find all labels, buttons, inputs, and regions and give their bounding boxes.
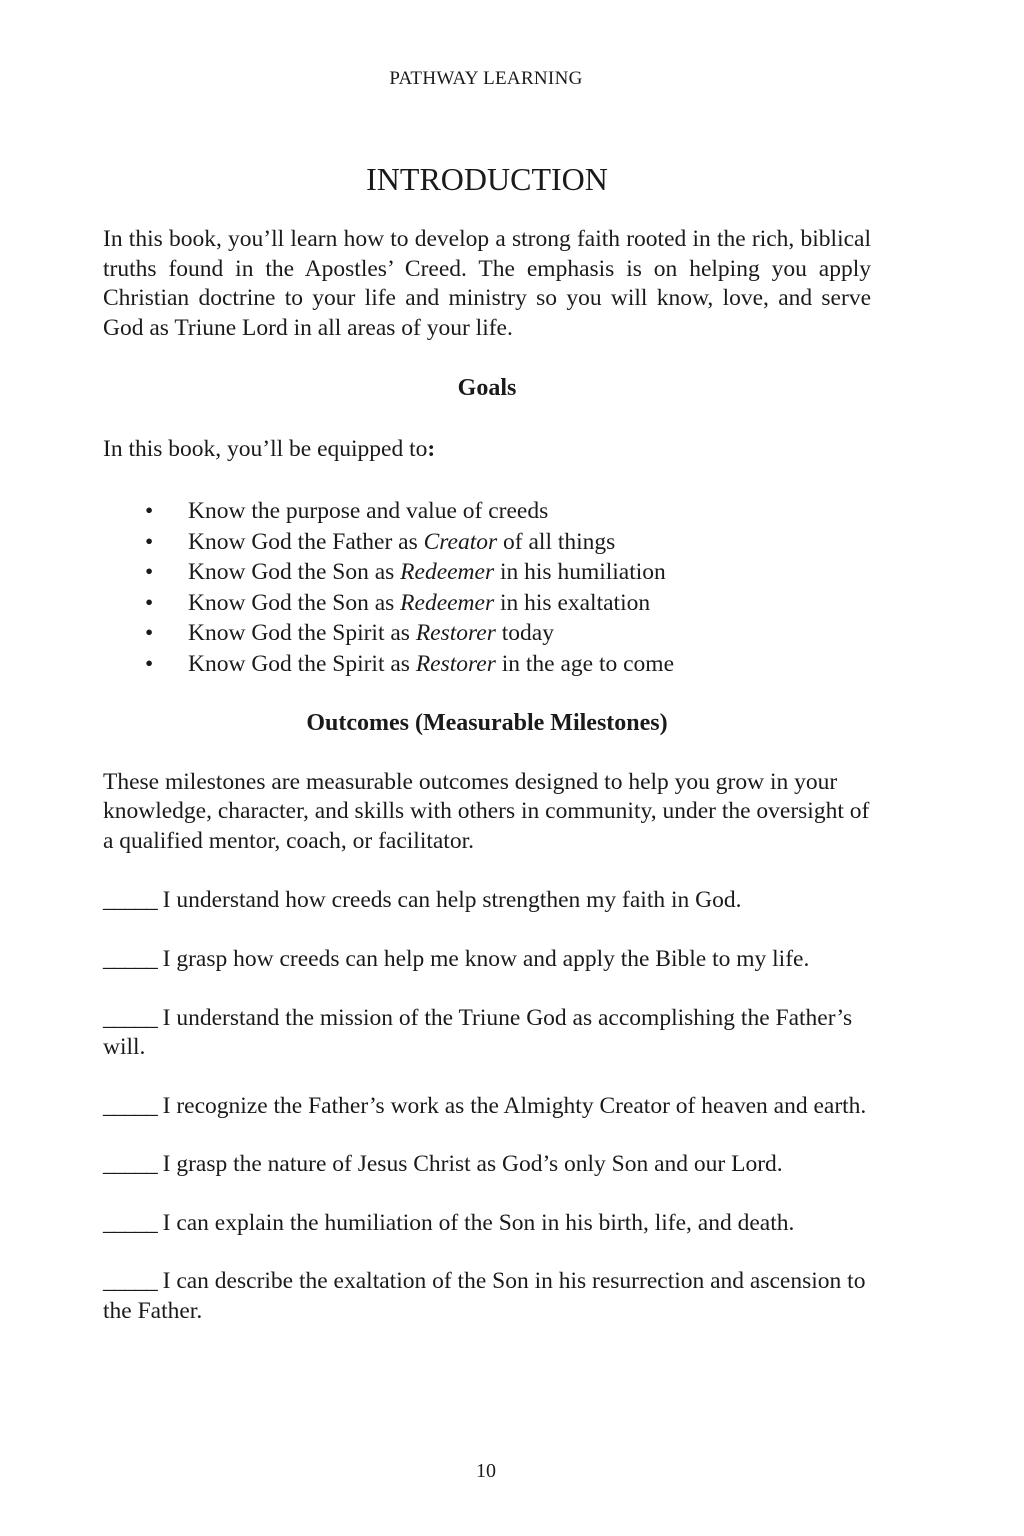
goal-text-after: in his humiliation	[494, 559, 666, 586]
goal-text: Know God the Spirit as	[188, 650, 416, 677]
goal-emphasis: Restorer	[415, 650, 496, 677]
running-head: PATHWAY LEARNING	[389, 68, 583, 89]
milestone-text: I recognize the Father’s work as the Almighty Creator of heaven and earth.	[162, 1092, 867, 1119]
milestone-blank: _____	[103, 1004, 157, 1031]
goals-lead	[103, 435, 871, 465]
milestone-item	[103, 1267, 871, 1326]
milestone-text: I grasp how creeds can help me know and apply the Bible to my life.	[162, 945, 810, 972]
goal-text: Know the purpose and value of creeds	[188, 497, 549, 524]
goal-item	[103, 557, 871, 588]
goal-emphasis: Creator	[423, 528, 498, 555]
milestone-item	[103, 1150, 871, 1180]
goal-text: Know God the Son as	[188, 589, 401, 616]
goal-emphasis: Restorer	[415, 620, 496, 647]
goal-text: Know God the Spirit as	[188, 620, 416, 647]
goal-text-after: today	[495, 620, 554, 647]
milestone-item	[103, 1004, 871, 1063]
bullet-icon: •	[145, 650, 154, 677]
chapter-title: INTRODUCTION	[366, 161, 608, 197]
goal-text-after: in his exaltation	[494, 589, 651, 616]
goal-item	[103, 588, 871, 619]
goal-text-after: in the age to come	[495, 650, 675, 677]
milestone-text: I grasp the nature of Jesus Christ as God’s only Son and our Lord.	[162, 1151, 783, 1178]
goal-item	[103, 527, 871, 558]
milestone-blank: _____	[103, 1268, 157, 1295]
goals-lead-colon: :	[427, 436, 436, 463]
goal-text-after: of all things	[497, 528, 616, 555]
milestone-blank: _____	[103, 1151, 157, 1178]
bullet-icon: •	[145, 620, 154, 647]
bullet-icon: •	[145, 559, 154, 586]
milestone-blank: _____	[103, 887, 157, 914]
intro-paragraph: In this book, you’ll learn how to develop a strong faith rooted in the rich, biblical truths found in the Apostles’ Creed. The emphasis is on helping you apply Christian doctrine to your life and ministry so you will know, love, and serve God as Triune Lord in all areas of your life.	[103, 226, 871, 341]
outcomes-lead: These milestones are measurable outcomes designed to help you grow in your knowledge, character, and skills with others in community, under the oversight of a qualified mentor, coach, or facilitator.	[103, 768, 870, 854]
milestone-item	[103, 1209, 871, 1239]
goal-item	[103, 618, 871, 649]
milestone-text: I understand the mission of the Triune God as accomplishing the Father’s will.	[103, 1004, 853, 1061]
milestone-item	[103, 886, 871, 916]
goal-emphasis: Redeemer	[400, 589, 495, 616]
page-number: 10	[476, 1460, 496, 1482]
milestone-text: I can explain the humiliation of the Son in his birth, life, and death.	[162, 1209, 795, 1236]
page-content	[103, 158, 871, 1327]
goals-lead-text: In this book, you’ll be equipped to	[103, 436, 428, 463]
bullet-icon: •	[145, 528, 154, 555]
milestone-item	[103, 945, 871, 975]
milestone-blank: _____	[103, 1209, 157, 1236]
goals-list	[103, 496, 871, 680]
milestone-blank: _____	[103, 1092, 157, 1119]
bullet-icon: •	[145, 589, 154, 616]
goal-item	[103, 496, 871, 527]
goals-heading: Goals	[457, 375, 517, 402]
milestone-blank: _____	[103, 945, 157, 972]
goal-item	[103, 649, 871, 680]
bullet-icon: •	[145, 497, 154, 524]
goal-text: Know God the Father as	[188, 528, 424, 555]
milestone-text: I understand how creeds can help strengthen my faith in God.	[162, 887, 742, 914]
goal-emphasis: Redeemer	[400, 559, 495, 586]
outcomes-heading: Outcomes (Measurable Milestones)	[306, 709, 668, 736]
milestone-item	[103, 1092, 871, 1122]
milestone-text: I can describe the exaltation of the Son in his resurrection and ascension to the Father.	[103, 1268, 866, 1325]
goal-text: Know God the Son as	[188, 559, 401, 586]
